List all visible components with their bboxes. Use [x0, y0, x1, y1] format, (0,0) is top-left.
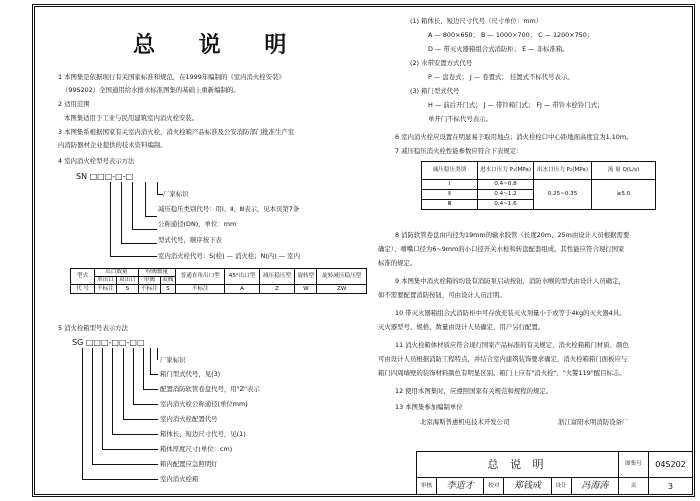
leader-line [132, 229, 157, 230]
table-cell: S [160, 285, 175, 294]
leader-line [133, 404, 158, 405]
leader-line [132, 182, 133, 229]
title-block [416, 451, 693, 495]
leader-line [157, 182, 158, 194]
review-signature: 李造才 [437, 478, 484, 495]
code1-label-1: 厂家标识 [163, 190, 189, 198]
table-header: 栓阀数量 [138, 269, 175, 277]
code1-label-4: 型式代号，顺序按下表 [158, 236, 222, 244]
table-header: 进水口压力 P₁(MPa) [478, 162, 534, 180]
clause-1-line2: （99S202）全国通用给水排水标准图集的基础上重新编制的。 [62, 86, 240, 94]
table-header: 型式 [71, 269, 95, 285]
right-item-3: (3) 箱门型式代号 [410, 87, 460, 95]
design-signature: 冯海涛 [571, 478, 618, 495]
code2-label-3: 配置消防软管卷盘代号，用"Z"表示 [160, 385, 260, 393]
clause-9-line1: 9 本图集中消火栓箱的均设有消防泵启动按钮，消防水喉的型式由设计人员确定， [395, 277, 625, 285]
table-cell: 0.4~1.6 [478, 200, 534, 210]
table-cell: ZW [317, 285, 367, 294]
clause-11-line2: 可由设计人员根据消防工程特点，并结合室内建筑装饰要求确定，消火栓箱箱门面板应与 [378, 355, 628, 363]
table-header: 旋转减压稳压型 [317, 269, 367, 285]
clause-7: 7 减压稳压消火栓性能参数应符合下表规定： [395, 147, 523, 155]
table-cell: Ⅰ [422, 180, 478, 190]
leader-line [145, 216, 157, 217]
code2-label-6: 箱体长、短边尺寸代号，见(1) [160, 430, 246, 438]
clause-4-heading: 4 室内消火栓型号表示方法 [58, 157, 135, 165]
leader-line [143, 389, 158, 390]
leader-line [112, 348, 113, 435]
table-header: 普通直角出口型 [175, 269, 225, 285]
table-subheader: 单出口 [95, 277, 117, 285]
leader-line [92, 464, 158, 465]
page-label: 页 [619, 478, 649, 495]
leader-line [112, 434, 158, 435]
right-item-3b: 单开门不标代号表示。 [428, 115, 492, 123]
org-name-1: 北京海斯普惠机电技术开发公司 [420, 418, 510, 426]
clause-6: 6 室内消火栓应设置在明显易于取用地点；消火栓栓口中心距地面高度宜为1.10m。 [395, 133, 633, 141]
table-cell: Ⅱ [422, 190, 478, 200]
clause-8-line2: 确定）、喷嘴口径为6~9mm的小口径开关水枪和转盘配套组成。其性能应符合现行国家 [378, 245, 625, 253]
table-cell: A [225, 285, 259, 294]
review-label: 审核 [417, 478, 437, 495]
clause-9-line2: 如不需要配置消防按钮，可由设计人员注明。 [378, 291, 506, 299]
code2-label-4: 室内消火栓公称通径(单位mm) [160, 400, 248, 408]
table-subheader: 双阀 [162, 277, 174, 283]
table-cell: 不标注 [138, 285, 160, 294]
table-cell: Z [259, 285, 295, 294]
code2-label-8: 箱内配置应急照明灯 [160, 460, 218, 468]
table-header: 旋转型 [295, 269, 317, 285]
leader-line [102, 449, 158, 450]
right-item-2: (2) 水带安置方式代号 [410, 59, 473, 67]
table-cell: S [116, 285, 138, 294]
leader-line [133, 348, 134, 405]
leader-line [110, 182, 111, 256]
table-header: 减压稳压型 [259, 269, 295, 285]
cabinet-model-code: SG □□□-□□-□□ [72, 338, 145, 347]
leader-line [150, 374, 158, 375]
code1-label-5: 室内消火栓代号：S(栓) — 消火栓；N(内) — 室内 [158, 252, 300, 260]
clause-11-line1: 11 消火栓箱体材质应符合现行国家产品标准的有关规定，消火栓箱箱门材质、颜色 [395, 341, 629, 349]
leader-line [123, 419, 158, 420]
clause-10-line2: 灭火器型号、规格、数量由设计人员确定，用户另行配置。 [378, 323, 545, 331]
leader-line [102, 348, 103, 450]
leader-line [110, 256, 157, 257]
table-header: 45°出口型 [225, 269, 259, 285]
leader-line [82, 479, 158, 480]
code2-label-1: 厂家标识 [160, 356, 186, 364]
leader-line [150, 348, 151, 375]
hydrant-type-table [70, 268, 367, 294]
clause-3-line2: 内消防器材企业提供的技术资料编制。 [58, 141, 167, 149]
check-signature: 郑钱成 [504, 478, 551, 495]
table-subheader: 双出口 [116, 277, 138, 285]
clause-2-text: 本图集适用于工业与民用建筑室内消火栓安装。 [64, 114, 199, 122]
table-cell: ≥5.0 [592, 180, 656, 210]
table-header: 减压稳压类别 [422, 162, 478, 180]
code1-label-3: 公称通径(DN)，单位：mm [158, 220, 237, 228]
clause-5-heading: 5 消火栓箱型号表示方法 [58, 324, 129, 332]
table-subheader: 单阀 [138, 277, 160, 285]
right-item-1a: A — 800×650； B — 1000×700； C — 1200×750； [428, 31, 594, 39]
check-label: 校对 [484, 478, 504, 495]
page-number: 3 [649, 478, 693, 495]
hydrant-model-code: SN □□□-□-□ [76, 172, 134, 181]
clause-11-line3: 箱门四周墙壁的装饰材料颜色有明显区别。箱门上应有"消火栓"、"火警119"醒目标志。 [378, 369, 626, 377]
table-cell: 0.25~0.35 [534, 180, 592, 210]
pressure-table [421, 161, 656, 210]
leader-line [123, 348, 124, 420]
sheet-title: 总 说 明 [417, 452, 619, 478]
atlas-number: 04S202 [649, 452, 693, 478]
clause-2-heading: 2 适用范围 [58, 100, 90, 108]
table-header: 出水口压力 P₂(MPa) [534, 162, 592, 180]
table-cell: 不标注 [175, 285, 225, 294]
table-cell: 0.4~0.8 [478, 180, 534, 190]
code2-label-2: 箱门型式代号，见(3) [160, 370, 221, 378]
atlas-label: 图集号 [619, 452, 649, 478]
right-item-3a: H — 前后开门式； J — 带铃箱门式； FJ — 带铃木栓铃门式； [428, 101, 604, 109]
clause-1-line1: 1 本图集是依据现行有关国家标准和规范，在1999年编制的《室内消火栓安装》 [58, 73, 285, 81]
clause-13: 13 本图集参加编制单位 [395, 403, 463, 411]
table-cell: 0.4~1.2 [478, 190, 534, 200]
leader-line [82, 348, 83, 480]
clause-3-line1: 3 本图集系根据国家有关室内消火栓、消火栓箱产品标准及公安消防部门批准生产室 [58, 128, 295, 136]
table-row-label: 代 号 [71, 285, 95, 294]
code2-label-9: 室内消火栓箱 [160, 475, 199, 483]
clause-8-line1: 8 消防软管卷盘由内径为19mm的输水胶管（长度20m、25m由设计人员根据需要 [395, 231, 630, 239]
leader-line [145, 182, 146, 216]
right-item-1: (1) 箱体长、短边尺寸代号（尺寸单位：mm） [410, 17, 543, 25]
code2-label-5: 室内消火栓配置代号 [160, 415, 218, 423]
clause-10-line1: 10 带灭火器箱组合式消防柜中可存放充装灭火剂量小于或等于4kg的灭火器4具。 [395, 309, 626, 317]
right-item-1b: D — 带灭火器箱组合式消防柜； E — 非标准箱。 [428, 45, 569, 53]
design-label: 设计 [551, 478, 571, 495]
leader-line [143, 348, 144, 390]
leader-line [157, 348, 158, 360]
right-item-2a: P — 盘卷式； J — 卷置式； 挂置式不标代号表示。 [428, 73, 574, 81]
table-cell: W [295, 285, 317, 294]
table-cell: 不标注 [95, 285, 117, 294]
page-title: 总 说 明 [133, 32, 305, 58]
code2-label-7: 箱体厚度尺寸(单位：cm) [160, 445, 233, 453]
clause-8-line3: 标准的规定。 [378, 259, 417, 267]
org-name-2: 浙江富阳永明消防设备厂 [558, 418, 629, 426]
table-header: 流 量 Q(L/s) [592, 162, 656, 180]
table-cell: Ⅲ [422, 200, 478, 210]
code1-label-2: 减压稳压类别代号：用Ⅰ、Ⅱ、Ⅲ表示，见本页第7条 [158, 205, 300, 213]
leader-line [92, 348, 93, 465]
clause-12: 12 使用本图集时，应遵照国家有关规范和规程的规定。 [395, 387, 553, 395]
leader-line [121, 243, 157, 244]
table-header: 出口数量 [95, 269, 139, 277]
leader-line [121, 182, 122, 243]
